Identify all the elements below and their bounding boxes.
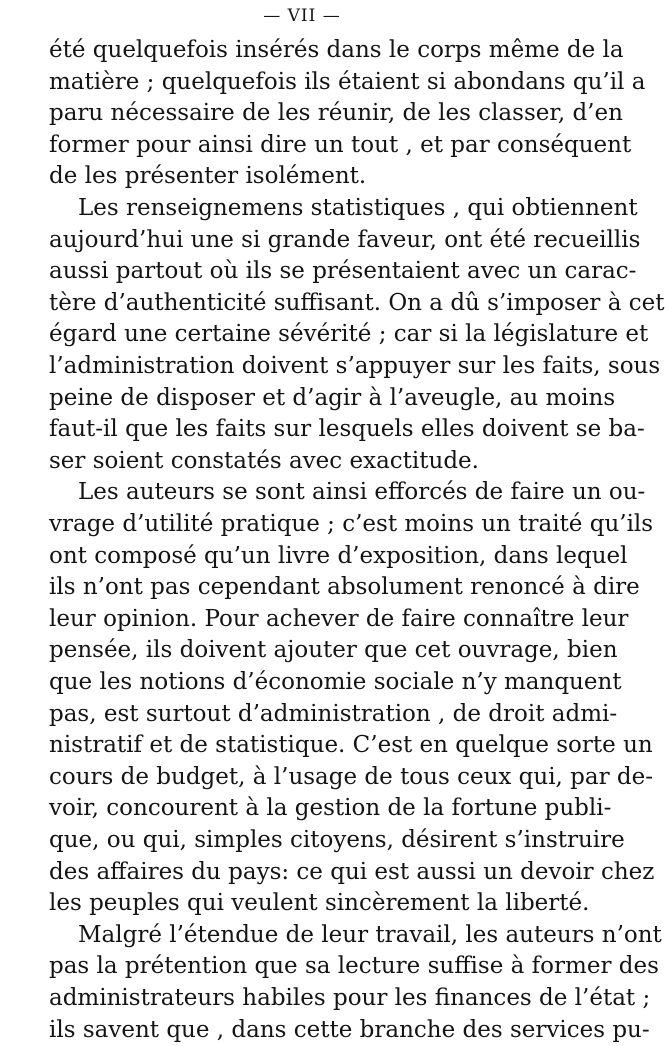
text-line: paru nécessaire de les réunir, de les classer, d’en xyxy=(49,100,623,127)
text-line: pas, est surtout d’administration , de droit admi- xyxy=(49,700,618,727)
text-line: tère d’authenticité suffisant. On a dû s’imposer à cet xyxy=(49,289,665,316)
paragraph-end-line: de les présenter isolément. xyxy=(49,163,367,190)
text-line: former pour ainsi dire un tout , et par conséquent xyxy=(49,131,632,158)
paragraph-end-line: ser soient constatés avec exactitude. xyxy=(49,447,479,474)
text-line: des affaires du pays: ce qui est aussi un devoir chez xyxy=(49,858,655,885)
text-line: nistratif et de statistique. C’est en quelque sorte un xyxy=(49,732,653,759)
text-line: leur opinion. Pour achever de faire connaître leur xyxy=(49,605,629,632)
text-line: ont composé qu’un livre d’exposition, dans lequel xyxy=(49,542,628,569)
text-line: ils savent que , dans cette branche des services pu- xyxy=(49,1016,650,1043)
text-line: pensée, ils doivent ajouter que cet ouvrage, bien xyxy=(49,637,618,664)
text-line: égard une certaine sévérité ; car si la législature et xyxy=(49,321,649,348)
text-line: ils n’ont pas cependant absolument renoncé à dire xyxy=(49,574,640,601)
text-line: peine de disposer et d’agir à l’aveugle, au moins xyxy=(49,384,616,411)
text-line: que les notions d’économie sociale n’y manquent xyxy=(49,669,622,695)
text-line: l’administration doivent s’appuyer sur les faits, sous xyxy=(49,353,661,379)
text-line: faut-il que les faits sur lesquels elles doivent se ba- xyxy=(49,416,645,443)
paragraph-first-line: Les auteurs se sont ainsi efforcés de faire un ou- xyxy=(78,479,646,506)
paragraph-first-line: Malgré l’étendue de leur travail, les auteurs n’ont xyxy=(78,921,662,948)
text-line: pas la prétention que sa lecture suffise à former des xyxy=(49,953,659,980)
text-line: voir, concourent à la gestion de la fortune publi- xyxy=(49,795,612,822)
text-line: vrage d’utilité pratique ; c’est moins un traité qu’ils xyxy=(49,511,654,537)
text-line: administrateurs habiles pour les finances de l’état ; xyxy=(49,985,651,1011)
text-line: cours de budget, à l’usage de tous ceux qui, par de- xyxy=(49,763,654,790)
text-line: que, ou qui, simples citoyens, désirent s’instruire xyxy=(49,827,625,853)
text-line: été quelquefois insérés dans le corps même de la xyxy=(49,37,624,63)
text-line: aussi partout où ils se présentaient avec un carac- xyxy=(49,258,637,285)
paragraph-first-line: Les renseignemens statistiques , qui obtiennent xyxy=(78,195,638,221)
paragraph-end-line: les peuples qui veulent sincèrement la liberté. xyxy=(49,890,590,917)
text-line: aujourd’hui une si grande faveur, ont été recueillis xyxy=(49,226,641,253)
page-number: — VII — xyxy=(263,6,341,26)
text-line: matière ; quelquefois ils étaient si abondans qu’il a xyxy=(49,68,646,95)
